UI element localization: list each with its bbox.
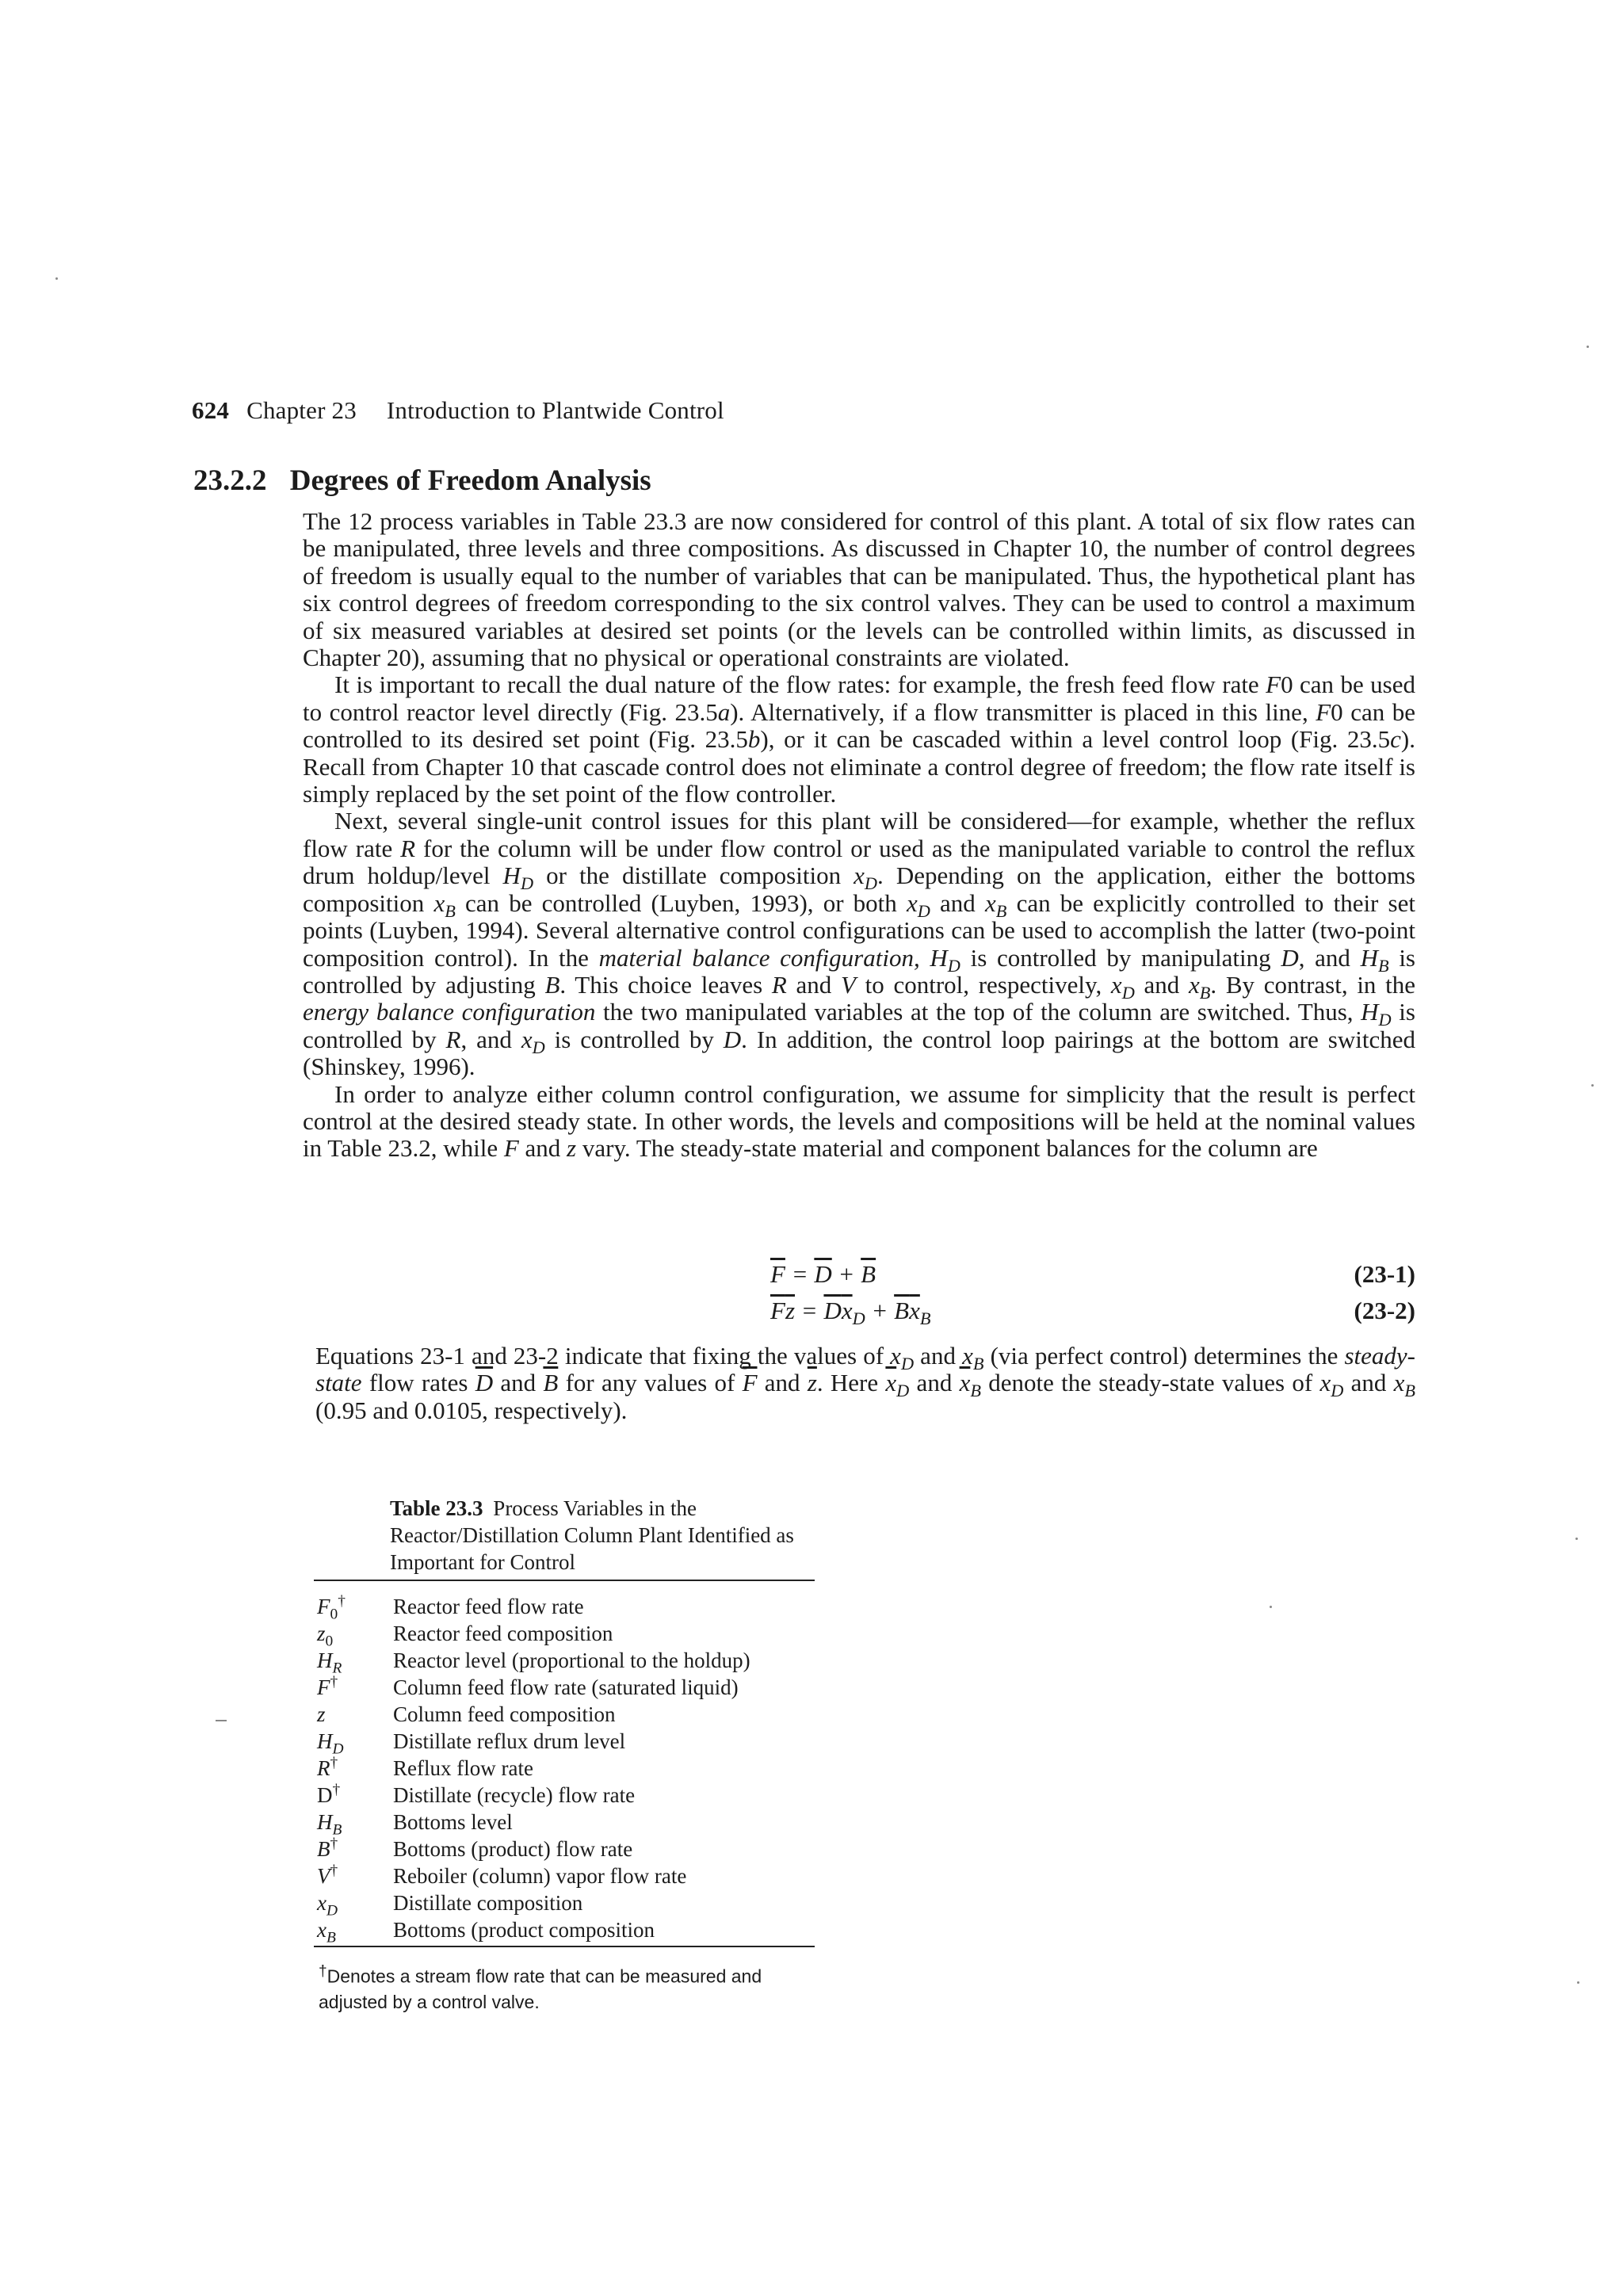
section-number: 23.2.2 <box>193 464 267 497</box>
table-row <box>317 1728 824 1758</box>
running-header <box>192 396 724 425</box>
paragraph: In order to analyze either column control configuration, we assume for simplicity that the result is perfect control at the desired steady state. In other words, the levels and compositions will be held at the nominal values in Table 23.2, while F and z vary. The steady-state material and component balances for the column are <box>303 1079 1415 1163</box>
variable-description: Distillate composition <box>393 1891 583 1915</box>
footnote-mark: † <box>319 1963 327 1980</box>
scan-speck <box>1270 1606 1272 1608</box>
variable-description: Bottoms (product composition <box>393 1918 655 1942</box>
table-label: Table 23.3 <box>390 1496 483 1520</box>
variable-description: Reflux flow rate <box>393 1756 533 1780</box>
equation-row <box>303 1297 1415 1333</box>
table-bottom-rule <box>314 1946 815 1947</box>
variable-description: Reactor feed flow rate <box>393 1595 584 1618</box>
variable-description: Distillate (recycle) flow rate <box>393 1783 636 1807</box>
variable-symbol: $z_0$ <box>317 1622 334 1650</box>
body-text <box>303 508 1415 1163</box>
table-top-rule <box>314 1580 815 1581</box>
table-row <box>317 1620 824 1650</box>
variable-description: Distillate reflux drum level <box>393 1729 626 1753</box>
variable-symbol: $x_D$ <box>317 1891 338 1920</box>
table-row <box>317 1862 824 1889</box>
variable-symbol: $H_B$ <box>317 1810 342 1839</box>
variable-symbol: F† <box>317 1674 338 1699</box>
table-row <box>317 1755 824 1782</box>
scan-speck <box>1575 1538 1578 1540</box>
table-row <box>317 1647 824 1677</box>
table-caption <box>390 1495 802 1576</box>
equation-row <box>303 1260 1415 1297</box>
variable-symbol: R† <box>317 1755 338 1780</box>
variable-symbol: $x_B$ <box>317 1918 336 1946</box>
footnote-text: Denotes a stream flow rate that can be measured and adjusted by a control valve. <box>319 1966 762 2012</box>
variable-description: Bottoms (product) flow rate <box>393 1837 633 1861</box>
scan-speck <box>55 277 58 280</box>
variable-description: Column feed composition <box>393 1702 616 1726</box>
variable-symbol: V† <box>317 1862 338 1888</box>
table-row <box>317 1809 824 1839</box>
variable-description: Reboiler (column) vapor flow rate <box>393 1864 687 1888</box>
variable-description: Bottoms level <box>393 1810 513 1834</box>
scan-speck <box>216 1720 227 1721</box>
body-text-after-equations <box>315 1343 1415 1424</box>
equation-number: (23-2) <box>1354 1297 1415 1324</box>
table-row <box>317 1593 824 1623</box>
paragraph: Equations 23-1 and 23-2 indicate that fixing the values of $x_D$ and $x_B$ (via perfect control) determines the steady-state flow rates $\overline{D}$ and $\overline{B}$ for any values of $\overline{F}$ and $\overline{z}$. Here $\overline{x}_D$ and $\overline{x}_B$ denote the steady-state values of $x_D$ and $x_B$ (0.95 and 0.0105, respectively). <box>315 1342 1416 1424</box>
table-row <box>317 1782 824 1809</box>
scan-speck <box>1577 1981 1579 1984</box>
page-number: 624 <box>192 396 230 424</box>
variable-description: Column feed flow rate (saturated liquid) <box>393 1675 739 1699</box>
variable-symbol: $F_0^\dagger$ <box>317 1593 346 1623</box>
variable-symbol: $H_D$ <box>317 1729 344 1758</box>
chapter-title: Introduction to Plantwide Control <box>386 396 724 424</box>
table-body <box>317 1593 824 1946</box>
table-caption-text: Process Variables in the Reactor/Distillation Column Plant Identified as Important for Control <box>390 1496 794 1574</box>
equation-number: (23-1) <box>1354 1260 1415 1288</box>
variable-description: Reactor level (proportional to the holdup) <box>393 1648 750 1672</box>
variable-symbol: z <box>317 1702 326 1726</box>
variable-symbol: D† <box>317 1782 341 1807</box>
table-row <box>317 1916 824 1946</box>
equation-expression: $\overline{F} = \overline{D} + \overline{B}$ <box>770 1260 876 1288</box>
variable-symbol: $H_R$ <box>317 1648 342 1677</box>
variable-description: Reactor feed composition <box>393 1622 613 1645</box>
scan-speck <box>1591 1084 1594 1087</box>
table-row <box>317 1836 824 1862</box>
scan-speck <box>1587 346 1589 348</box>
table-row <box>317 1674 824 1701</box>
paragraph: The 12 process variables in Table 23.3 are now considered for control of this plant. A total of six flow rates can be manipulated, three levels and three compositions. As discussed in Chapter 10, the number of control degrees of freedom is usually equal to the number of variables that can be manipulated. Thus, the hypothetical plant has six control degrees of freedom corresponding to the six control valves. They can be used to control a maximum of six measured variables at desired set points (or the levels can be controlled within limits, as discussed in Chapter 20), assuming that no physical or operational constraints are violated. <box>303 507 1415 672</box>
section-heading <box>193 464 651 498</box>
table-row <box>317 1889 824 1920</box>
equation-expression: $\overline{F}\overline{z} = \overline{D}\overline{x}_D + \overline{B}\overline{x}_B$ <box>770 1297 931 1329</box>
section-title: Degrees of Freedom Analysis <box>289 464 651 497</box>
paragraph: Next, several single-unit control issues for this plant will be considered—for example, whether the reflux flow rate R for the column will be under flow control or used as the manipulated variable to control the reflux drum holdup/level $H_D$ or the distillate composition $x_D$. Depending on the application, either the bottoms composition $x_B$ can be controlled (Luyben, 1993), or both $x_D$ and $x_B$ can be explicitly controlled to their set points (Luyben, 1994). Several alternative control configurations can be used to accomplish the latter (two-point composition control). In the material balance configuration, $H_D$ is controlled by manipulating D, and $H_B$ is controlled by adjusting B. This choice leaves R and V to control, respectively, $x_D$ and $x_B$. By contrast, in the energy balance configuration the two manipulated variables at the top of the column are switched. Thus, $H_D$ is controlled by R, and $x_D$ is controlled by D. In addition, the control loop pairings at the bottom are switched (Shinskey, 1996). <box>303 807 1416 1081</box>
table-footnote <box>319 1959 810 2015</box>
paragraph: It is important to recall the dual nature of the flow rates: for example, the fresh feed flow rate F0 can be used to control reactor level directly (Fig. 23.5a). Alternatively, if a flow transmitter is placed in this line, F0 can be controlled to its desired set point (Fig. 23.5b), or it can be cascaded within a level control loop (Fig. 23.5c). Recall from Chapter 10 that cascade control does not eliminate a control degree of freedom; the flow rate itself is simply replaced by the set point of the flow controller. <box>303 670 1416 808</box>
table-row <box>317 1701 824 1728</box>
chapter-label: Chapter 23 <box>246 396 357 424</box>
variable-symbol: B† <box>317 1836 338 1861</box>
equations <box>303 1260 1415 1333</box>
